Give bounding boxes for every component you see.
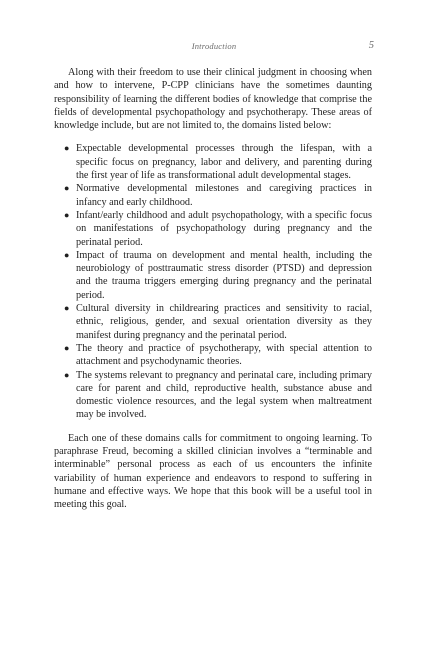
domain-item-text: Impact of trauma on development and mental health, including the neurobiology of posttraumatic stress disorder (PTSD) and depression and the trauma triggers emerging during pregnancy and the perinatal period. bbox=[76, 249, 372, 301]
domain-item bbox=[64, 209, 372, 249]
domain-item-text: Normative developmental milestones and caregiving practices in infancy and early childhood. bbox=[76, 183, 372, 208]
domain-item-text: The theory and practice of psychotherapy, with special attention to attachment and psychodynamic theories. bbox=[76, 342, 372, 368]
domain-item bbox=[64, 342, 372, 369]
domain-item-text: The systems relevant to pregnancy and perinatal care, including primary care for parent and child, reproductive health, substance abuse and domestic violence resources, and the legal system when maltreatment may be involved. bbox=[76, 369, 372, 421]
running-title: Introduction bbox=[191, 41, 237, 51]
domain-item bbox=[64, 249, 372, 302]
domain-item bbox=[64, 142, 372, 182]
intro-paragraph: Along with their freedom to use their clinical judgment in choosing when and how to intervene, P-CPP clinicians have the sometimes daunting responsibility of learning the different bodies of knowledge that comprise the fields of developmental psychopathology and psychotherapy. These areas of knowledge include, but are not limited to, the domains listed below: bbox=[54, 67, 372, 132]
domain-item-text: Expectable developmental processes through the lifespan, with a specific focus on pregnancy, labor and delivery, and parenting during the first year of life as transformational adult developmental stages. bbox=[76, 143, 372, 182]
bullet-icon: ● bbox=[64, 342, 70, 353]
domain-list bbox=[54, 142, 372, 421]
domain-item bbox=[64, 369, 372, 422]
running-head bbox=[54, 41, 374, 55]
domain-item bbox=[64, 302, 372, 342]
closing-paragraph: Each one of these domains calls for commitment to ongoing learning. To paraphrase Freud, becoming a skilled clinician involves a “terminable and interminable” personal process as each of us encounters the infinite variability of human experience and endeavors to respond to suffering in humane and effective ways. We hope that this book will be a useful tool in meeting this goal. bbox=[54, 432, 372, 511]
domain-item-text: Cultural diversity in childrearing practices and sensitivity to racial, ethnic, religious, gender, and sexual orientation diversity as they manifest during pregnancy and the perinatal period. bbox=[76, 303, 372, 341]
domain-item-text: Infant/early childhood and adult psychopathology, with a specific focus on manifestations of psychopathology during pregnancy and the perinatal period. bbox=[76, 209, 372, 248]
page-number: 5 bbox=[368, 40, 374, 51]
bullet-icon: ● bbox=[64, 143, 70, 154]
domain-item bbox=[64, 182, 372, 209]
bullet-icon: ● bbox=[64, 303, 70, 314]
bullet-icon: ● bbox=[64, 209, 70, 220]
bullet-icon: ● bbox=[64, 183, 70, 194]
body-text bbox=[54, 66, 372, 512]
bullet-icon: ● bbox=[64, 369, 70, 380]
bullet-icon: ● bbox=[64, 249, 70, 260]
